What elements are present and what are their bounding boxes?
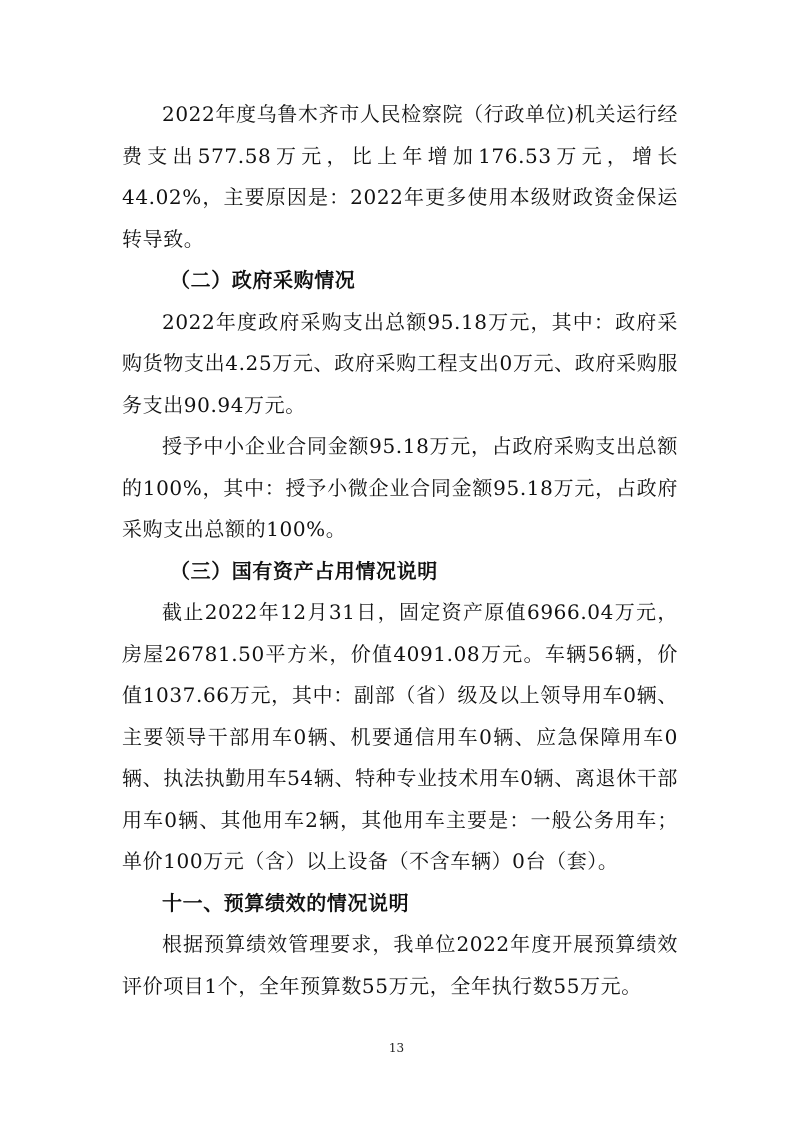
page-number: 13: [388, 1041, 405, 1055]
paragraph-fixed-assets: 截止2022年12月31日，固定资产原值6966.04万元，房屋26781.50平方米，价值4091.08万元。车辆56辆，价值1037.66万元，其中：副部（省）级及以上领导用车0辆、主要领导干部用车0辆、机要通信用车0辆、应急保障用车0辆、执法执勤用车54辆、特种专业技术用车0辆、离退休干部用车0辆、其他用车2辆，其他用车主要是：一般公务用车；单价100万元（含）以上设备（不含车辆）0台（套）。: [122, 600, 678, 873]
heading-government-procurement: （二）政府采购情况: [170, 268, 356, 292]
document-body: [122, 94, 678, 1007]
heading-state-assets: （三）国有资产占用情况说明: [170, 558, 438, 583]
paragraph-sme-contracts: 授予中小企业合同金额95.18万元，占政府采购支出总额的100%，其中：授予小微企业合同金额95.18万元，占政府采购支出总额的100%。: [122, 434, 678, 541]
paragraph-performance-evaluation: 根据预算绩效管理要求，我单位2022年度开展预算绩效评价项目1个，全年预算数55万元，全年执行数55万元。: [122, 932, 678, 998]
paragraph-operating-expenses: 2022年度乌鲁木齐市人民检察院（行政单位)机关运行经费支出577.58万元，比上年增加176.53万元，增长44.02%，主要原因是：2022年更多使用本级财政资金保运转导致。: [122, 102, 678, 251]
paragraph-procurement-total: 2022年度政府采购支出总额95.18万元，其中：政府采购货物支出4.25万元、政府采购工程支出0万元、政府采购服务支出90.94万元。: [122, 309, 678, 417]
heading-budget-performance: 十一、预算绩效的情况说明: [162, 890, 410, 915]
